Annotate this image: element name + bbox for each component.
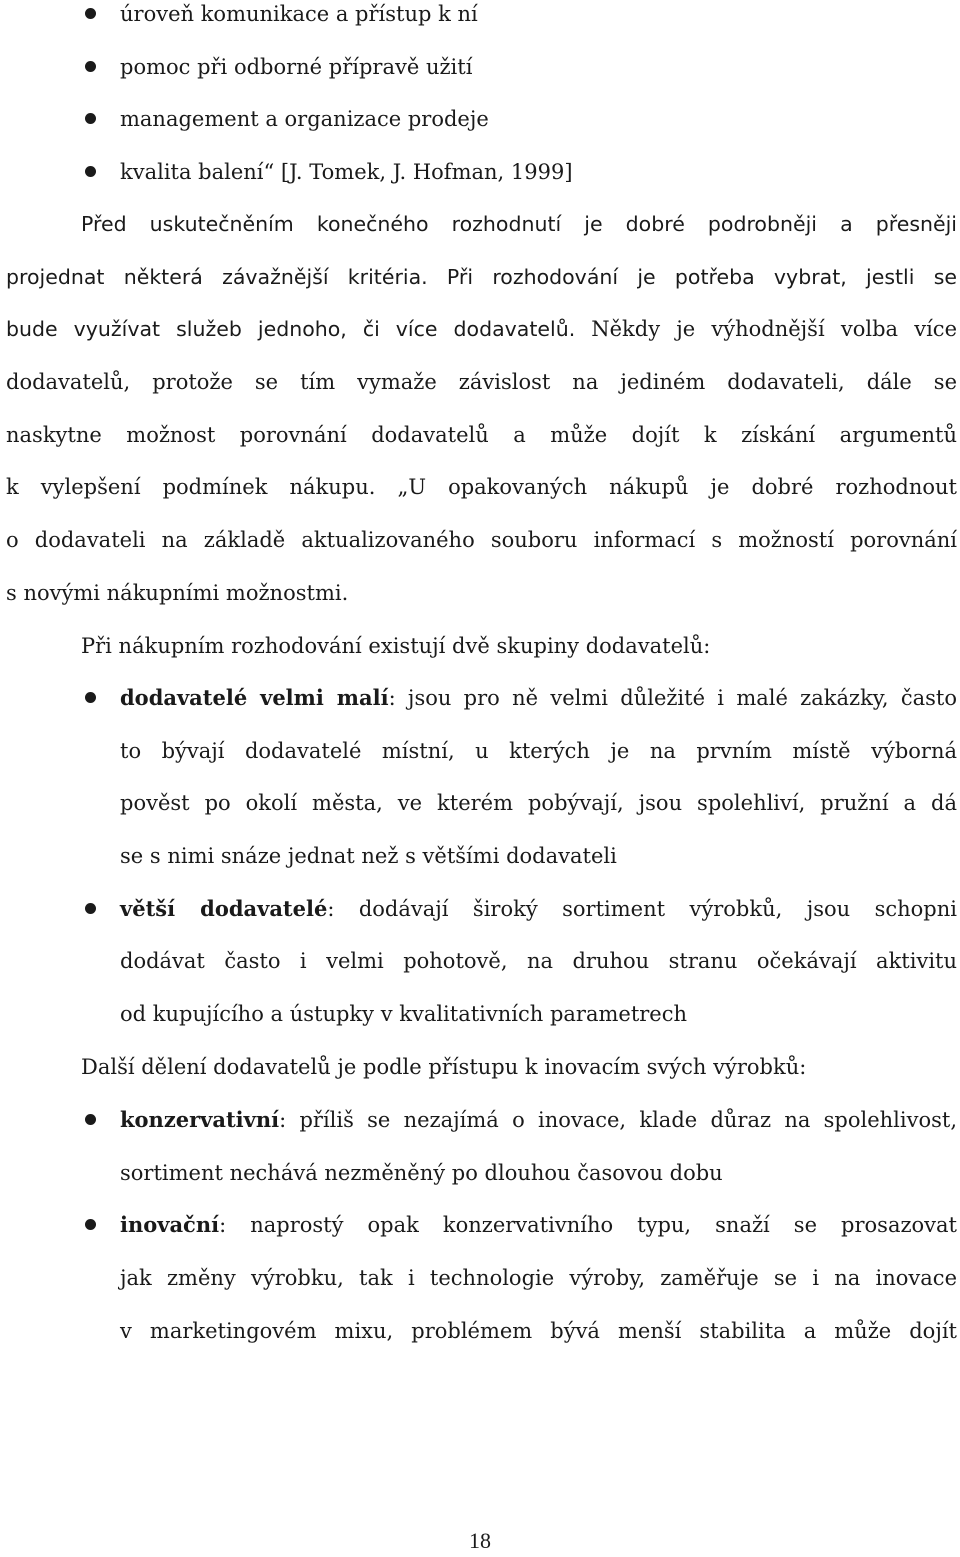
paragraph-line-serif-part: Někdy je výhodnější volba více bbox=[591, 317, 957, 342]
list-item-text: kvalita balení“ [J. Tomek, J. Hofman, 1999] bbox=[120, 160, 573, 185]
list-item-line: jak změny výrobku, tak i technologie výroby, zaměřuje se i na inovace bbox=[120, 1266, 957, 1291]
paragraph-line: naskytne možnost porovnání dodavatelů a může dojít k získání argumentů bbox=[6, 422, 957, 447]
paragraph-line: s novými nákupními možnostmi. bbox=[6, 580, 349, 605]
list-item-text: : dodávají široký sortiment výrobků, jsou schopni bbox=[327, 896, 957, 921]
list-item bbox=[80, 1199, 957, 1357]
paragraph-line: Další dělení dodavatelů je podle přístupu k inovacím svých výrobků: bbox=[81, 1055, 807, 1079]
list-item-line bbox=[120, 1199, 957, 1252]
paragraph-line: Při nákupním rozhodování existují dvě skupiny dodavatelů: bbox=[81, 634, 711, 658]
list-item-line: to bývají dodavatelé místní, u kterých je na prvním místě výborná bbox=[120, 738, 957, 763]
bullet-icon bbox=[85, 903, 96, 914]
list-item-text: management a organizace prodeje bbox=[120, 107, 489, 132]
list-item bbox=[80, 1094, 957, 1199]
list-item-line bbox=[120, 672, 957, 725]
list-item bbox=[80, 93, 957, 146]
list-item-line: pověst po okolí města, ve kterém pobývají, jsou spolehliví, pružní a dá bbox=[120, 791, 957, 816]
bullet-icon bbox=[85, 692, 96, 703]
paragraph-line-sans-part: bude využívat služeb jednoho, či více dodavatelů. bbox=[6, 317, 592, 342]
list-item-line bbox=[120, 1094, 957, 1147]
list-item bbox=[80, 0, 957, 41]
paragraph-supplier-groups-intro bbox=[6, 620, 957, 673]
list-item-text: : naprostý opak konzervativního typu, snaží se prosazovat bbox=[219, 1213, 957, 1238]
list-item bbox=[80, 146, 957, 199]
list-item-text: úroveň komunikace a přístup k ní bbox=[120, 2, 478, 26]
supplier-size-list bbox=[80, 672, 957, 1041]
page-number: 18 bbox=[469, 1528, 491, 1553]
list-item-text: : příliš se nezajímá o inovace, klade důraz na spolehlivost, bbox=[279, 1108, 957, 1132]
paragraph-line: k vylepšení podmínek nákupu. „U opakovaných nákupů je dobré rozhodnout bbox=[6, 475, 957, 500]
list-item-term: konzervativní bbox=[120, 1107, 280, 1132]
paragraph-line: dodavatelů, protože se tím vymaže závislost na jediném dodavateli, dále se bbox=[6, 370, 957, 395]
bullet-icon bbox=[85, 1219, 96, 1230]
list-item-line: od kupujícího a ústupky v kvalitativních parametrech bbox=[120, 1002, 688, 1027]
bullet-icon bbox=[85, 1114, 96, 1125]
list-item-line: sortiment nechává nezměněný po dlouhou časovou dobu bbox=[120, 1160, 723, 1185]
list-item-term: větší dodavatelé bbox=[120, 895, 328, 921]
quality-criteria-list bbox=[80, 0, 957, 199]
bullet-icon bbox=[85, 113, 96, 124]
paragraph-line: o dodavateli na základě aktualizovaného souboru informací s možností porovnání bbox=[6, 528, 957, 553]
list-item-line bbox=[120, 883, 957, 936]
paragraph-line: projednat některá závažnější kritéria. Při rozhodování je potřeba vybrat, jestli se bbox=[6, 264, 957, 289]
list-item-text: : jsou pro ně velmi důležité i malé zakázky, často bbox=[388, 686, 957, 710]
paragraph-line bbox=[6, 303, 957, 356]
list-item-text: pomoc při odborné přípravě užití bbox=[120, 54, 473, 79]
bullet-icon bbox=[85, 166, 96, 177]
list-item-term: dodavatelé velmi malí bbox=[120, 685, 389, 710]
list-item bbox=[80, 672, 957, 883]
list-item-line: se s nimi snáze jednat než s většími dodavateli bbox=[120, 844, 617, 869]
bullet-icon bbox=[85, 8, 96, 19]
list-item-term: inovační bbox=[120, 1212, 220, 1238]
paragraph-line: Před uskutečněním konečného rozhodnutí je dobré podrobněji a přesněji bbox=[81, 212, 957, 236]
innovation-approach-list bbox=[80, 1094, 957, 1357]
list-item-line: dodávat často i velmi pohotově, na druhou stranu očekávají aktivitu bbox=[120, 949, 957, 974]
paragraph-supplier-selection bbox=[6, 198, 957, 620]
list-item bbox=[80, 883, 957, 1041]
list-item-line: v marketingovém mixu, problémem bývá menší stabilita a může dojít bbox=[120, 1318, 957, 1343]
bullet-icon bbox=[85, 61, 96, 72]
paragraph-innovation-intro bbox=[6, 1041, 957, 1094]
list-item bbox=[80, 41, 957, 94]
